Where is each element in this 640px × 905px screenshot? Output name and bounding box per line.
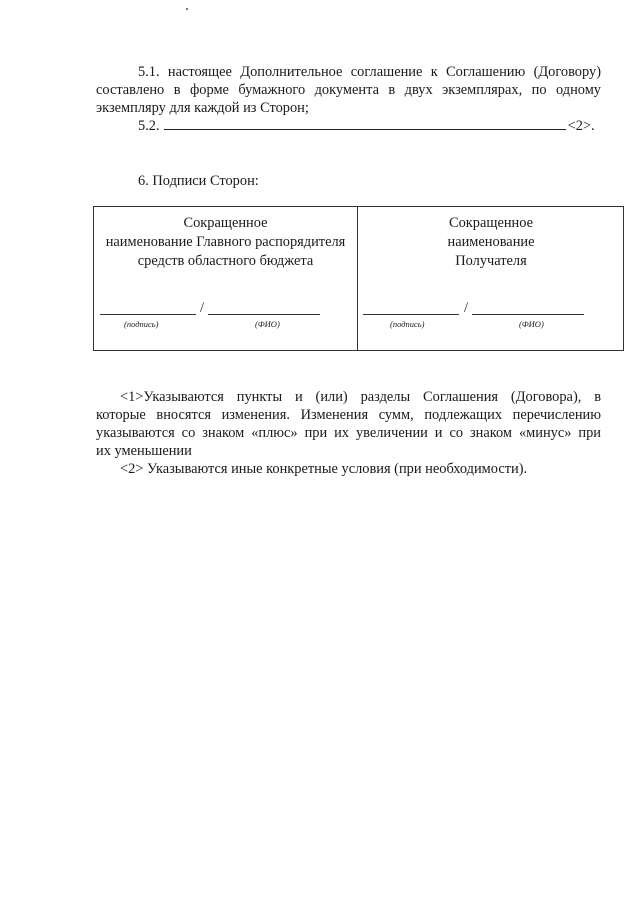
- clause-5-1: [96, 63, 601, 117]
- right-party-title-line: наименование: [447, 234, 535, 250]
- footnote-2: <2> Указываются иные конкретные условия (при необходимости).: [120, 461, 528, 477]
- scan-mark: [186, 8, 188, 10]
- left-party-title: [94, 214, 357, 271]
- left-name-line[interactable]: [208, 314, 320, 315]
- right-party-title: [358, 214, 624, 271]
- clause-5-1-line: экземпляру для каждой из Сторон;: [96, 100, 309, 116]
- left-name-caption: (ФИО): [255, 319, 280, 329]
- right-signature-line[interactable]: [363, 314, 459, 315]
- section-6-heading: 6. Подписи Сторон:: [138, 173, 259, 189]
- signature-table: [93, 206, 624, 351]
- clause-5-2-blank-line[interactable]: [164, 117, 566, 130]
- right-party-title-line: Сокращенное: [449, 215, 533, 231]
- right-signature-caption: (подпись): [390, 319, 425, 329]
- clause-5-2-note-ref: <2>.: [567, 118, 595, 134]
- right-slash: /: [464, 300, 468, 316]
- right-name-caption: (ФИО): [519, 319, 544, 329]
- left-party-title-line: Сокращенное: [183, 215, 268, 231]
- left-party-title-line: наименование Главного распорядителя: [105, 234, 346, 250]
- left-signature-line[interactable]: [100, 314, 196, 315]
- footnote-1-line: их уменьшении: [96, 443, 192, 459]
- clause-5-2-number: 5.2.: [138, 118, 160, 134]
- left-slash: /: [200, 300, 204, 316]
- clause-5-1-line: составлено в форме бумажного документа в двух экземплярах, по одному: [96, 82, 601, 98]
- footnote-1-line: которые вносятся изменения. Изменения сумм, подлежащих перечислению: [96, 407, 601, 423]
- footnote-1: [96, 388, 601, 460]
- right-name-line[interactable]: [472, 314, 584, 315]
- left-party-title-line: средств областного бюджета: [137, 253, 314, 269]
- footnote-1-line: <1>Указываются пункты и (или) разделы Соглашения (Договора), в: [120, 389, 601, 405]
- right-party-title-line: Получателя: [455, 253, 527, 269]
- left-signature-caption: (подпись): [124, 319, 159, 329]
- clause-5-1-line: 5.1. настоящее Дополнительное соглашение к Соглашению (Договору): [138, 64, 601, 80]
- clause-5-2: [138, 117, 601, 135]
- footnote-1-line: указываются со знаком «плюс» при их увеличении и со знаком «минус» при: [96, 425, 601, 441]
